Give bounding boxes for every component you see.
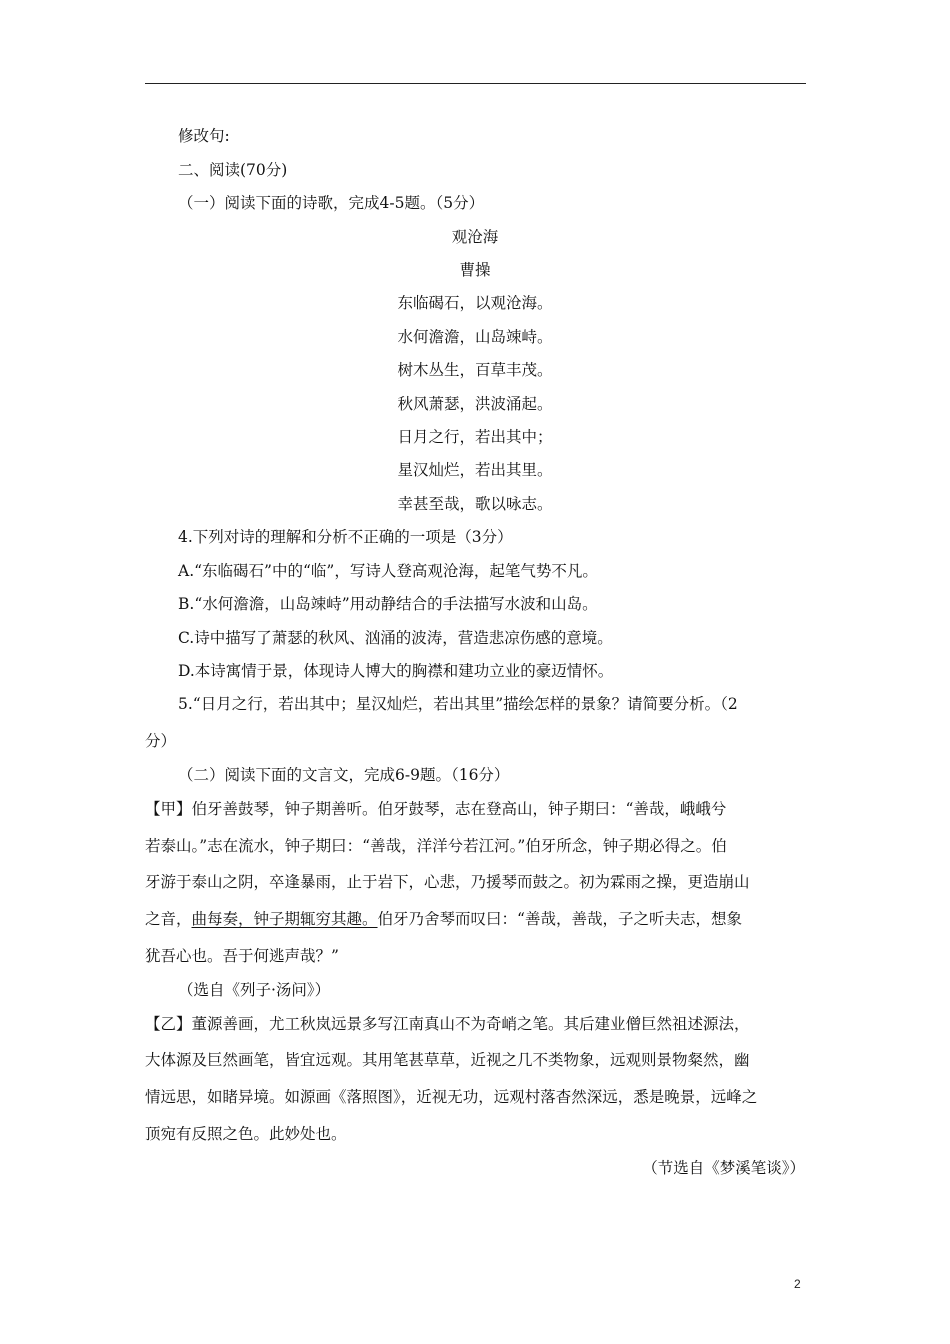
jia-line-4-post: 伯牙乃舍琴而叹曰：“善哉，善哉，子之听夫志，想象: [377, 910, 742, 928]
poem-line: 幸甚至哉，歌以咏志。: [397, 495, 553, 513]
rewrite-label: 修改句:: [178, 127, 230, 145]
poem-title: 观沧海: [451, 228, 499, 246]
yi-source: （节选自《梦溪笔谈》）: [642, 1159, 805, 1177]
yi-line: 顶宛有反照之色。此妙处也。: [145, 1125, 347, 1143]
poem-line: 水何澹澹，山岛竦峙。: [397, 328, 553, 346]
poem-author: 曹操: [459, 261, 491, 279]
jia-line-4-pre: 之音，: [145, 910, 192, 928]
jia-source: （选自《列子·汤问》）: [178, 981, 331, 999]
yi-line: 情远思，如睹异境。如源画《落照图》，近视无功，远观村落杳然深远，悉是晚景，远峰之: [145, 1088, 758, 1106]
underlined-sentence: 曲每奏，钟子期辄穷其趣。: [191, 910, 378, 928]
section-title: 二、阅读(70分): [178, 161, 288, 179]
page-number: 2: [794, 1277, 801, 1291]
part2-intro: （二）阅读下面的文言文，完成6-9题。（16分）: [178, 766, 510, 784]
poem-line: 星汉灿烂，若出其里。: [397, 461, 553, 479]
poem-line: 日月之行，若出其中；: [397, 428, 553, 446]
poem-line: 秋风萧瑟，洪波涌起。: [397, 395, 553, 413]
jia-line: 若泰山。”志在流水，钟子期曰：“善哉，洋洋兮若江河。”伯牙所念，钟子期必得之。伯: [145, 837, 727, 855]
yi-line: 大体源及巨然画笔，皆宜远观。其用笔甚草草，近视之几不类物象，远观则景物粲然，幽: [145, 1051, 750, 1069]
jia-line: 【甲】伯牙善鼓琴，钟子期善听。伯牙鼓琴，志在登高山，钟子期曰：“善哉，峨峨兮: [145, 800, 727, 818]
question-4-option-c: C.诗中描写了萧瑟的秋风、汹涌的波涛，营造悲凉伤感的意境。: [178, 629, 613, 647]
header-rule: [145, 83, 806, 84]
yi-line: 【乙】董源善画，尤工秋岚远景多写江南真山不为奇峭之笔。其后建业僧巨然祖述源法，: [145, 1015, 750, 1033]
question-5-line1: 5.“日月之行，若出其中；星汉灿烂，若出其里”描绘怎样的景象？请简要分析。（2: [178, 695, 738, 713]
question-4-stem: 4.下列对诗的理解和分析不正确的一项是（3分）: [178, 528, 513, 546]
poem-line: 东临碣石，以观沧海。: [397, 294, 553, 312]
jia-line: 犹吾心也。吾于何逃声哉？”: [145, 947, 339, 965]
question-5-line2: 分）: [145, 732, 177, 750]
part1-intro: （一）阅读下面的诗歌，完成4-5题。（5分）: [178, 194, 485, 212]
question-4-option-d: D.本诗寓情于景，体现诗人博大的胸襟和建功立业的豪迈情怀。: [178, 662, 614, 680]
poem-line: 树木丛生，百草丰茂。: [397, 361, 553, 379]
question-4-option-a: A.“东临碣石”中的“临”，写诗人登高观沧海，起笔气势不凡。: [178, 562, 598, 580]
jia-line-4: [145, 909, 742, 929]
jia-line: 牙游于泰山之阴，卒逢暴雨，止于岩下，心悲，乃援琴而鼓之。初为霖雨之操，更造崩山: [145, 873, 750, 891]
question-4-option-b: B.“水何澹澹，山岛竦峙”用动静结合的手法描写水波和山岛。: [178, 595, 598, 613]
